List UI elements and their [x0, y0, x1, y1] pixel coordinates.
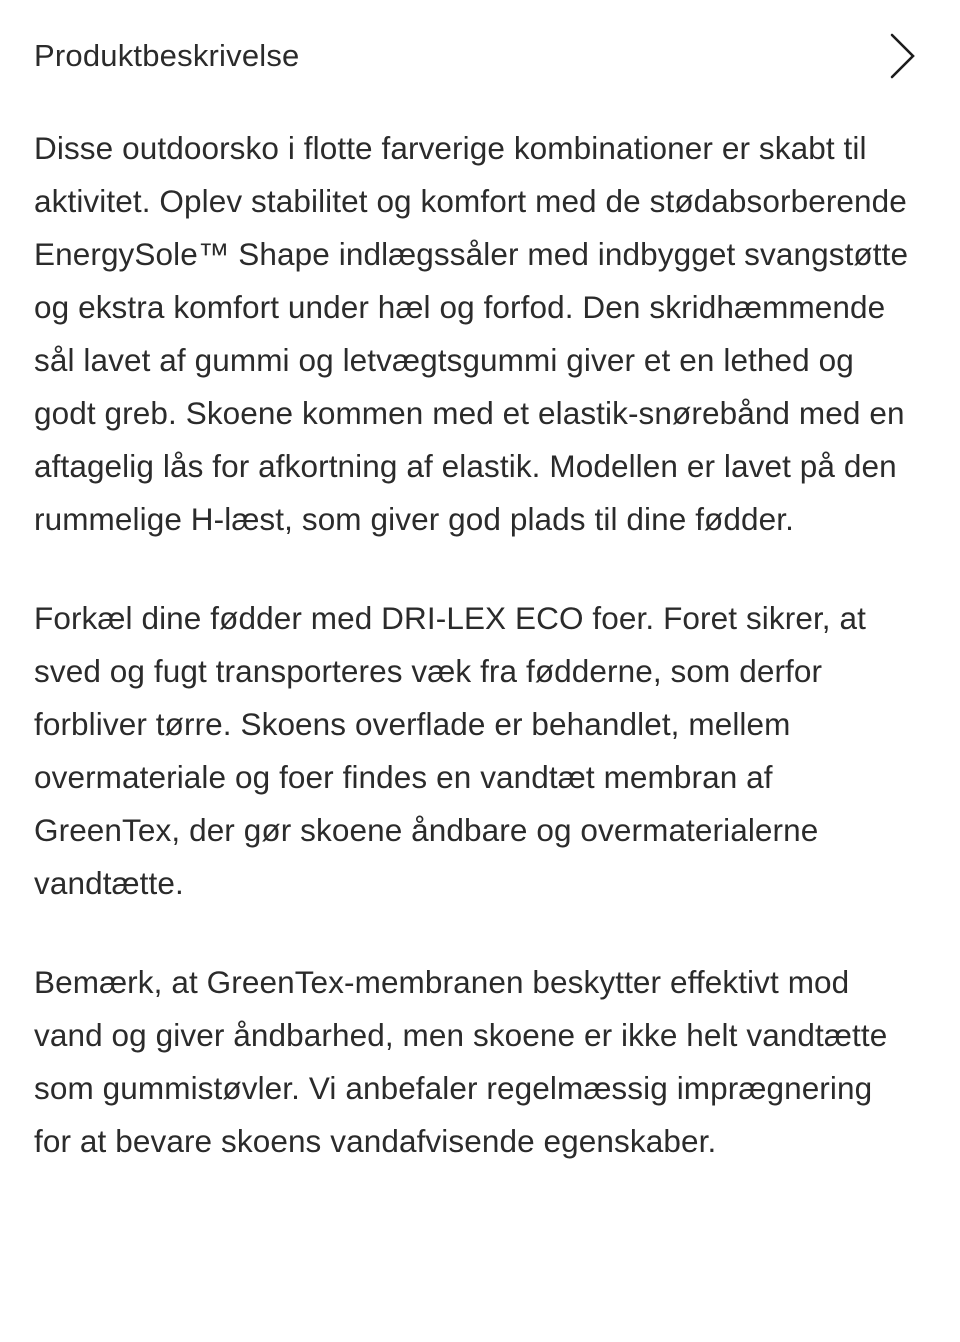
- chevron-right-icon[interactable]: [886, 30, 920, 82]
- description-paragraph-3: Bemærk, at GreenTex-membranen beskytter effektivt mod vand og giver åndbarhed, men skoene er ikke helt vandtætte som gummistøvler. Vi anbefaler regelmæssig imprægnering for at bevare skoens vandafvisende egenskaber.: [34, 964, 888, 1159]
- description-paragraph-1: Disse outdoorsko i flotte farverige kombinationer er skabt til aktivitet. Oplev stabilitet og komfort med de stødabsorberende EnergySole™ Shape indlægssåler med indbygget svangstøtte og ekstra komfort under hæl og forfod. Den skridhæmmende sål lavet af gummi og letvægtsgummi giver et en lethed og godt greb. Skoene kommen med et elastik-snørebånd med en aftagelig lås for afkortning af elastik. Modellen er lavet på den rummelige H-læst, som giver god plads til dine fødder.: [34, 130, 909, 537]
- accordion-header[interactable]: [34, 0, 922, 82]
- description-paragraph-2: Forkæl dine fødder med DRI-LEX ECO foer. Foret sikrer, at sved og fugt transporteres væk fra fødderne, som derfor forbliver tørre. Skoens overflade er behandlet, mellem overmateriale og foer findes en vandtæt membran af GreenTex, der gør skoene åndbare og overmaterialerne vandtætte.: [34, 600, 866, 901]
- description-text: [34, 122, 922, 1168]
- section-title: Produktbeskrivelse: [34, 38, 300, 73]
